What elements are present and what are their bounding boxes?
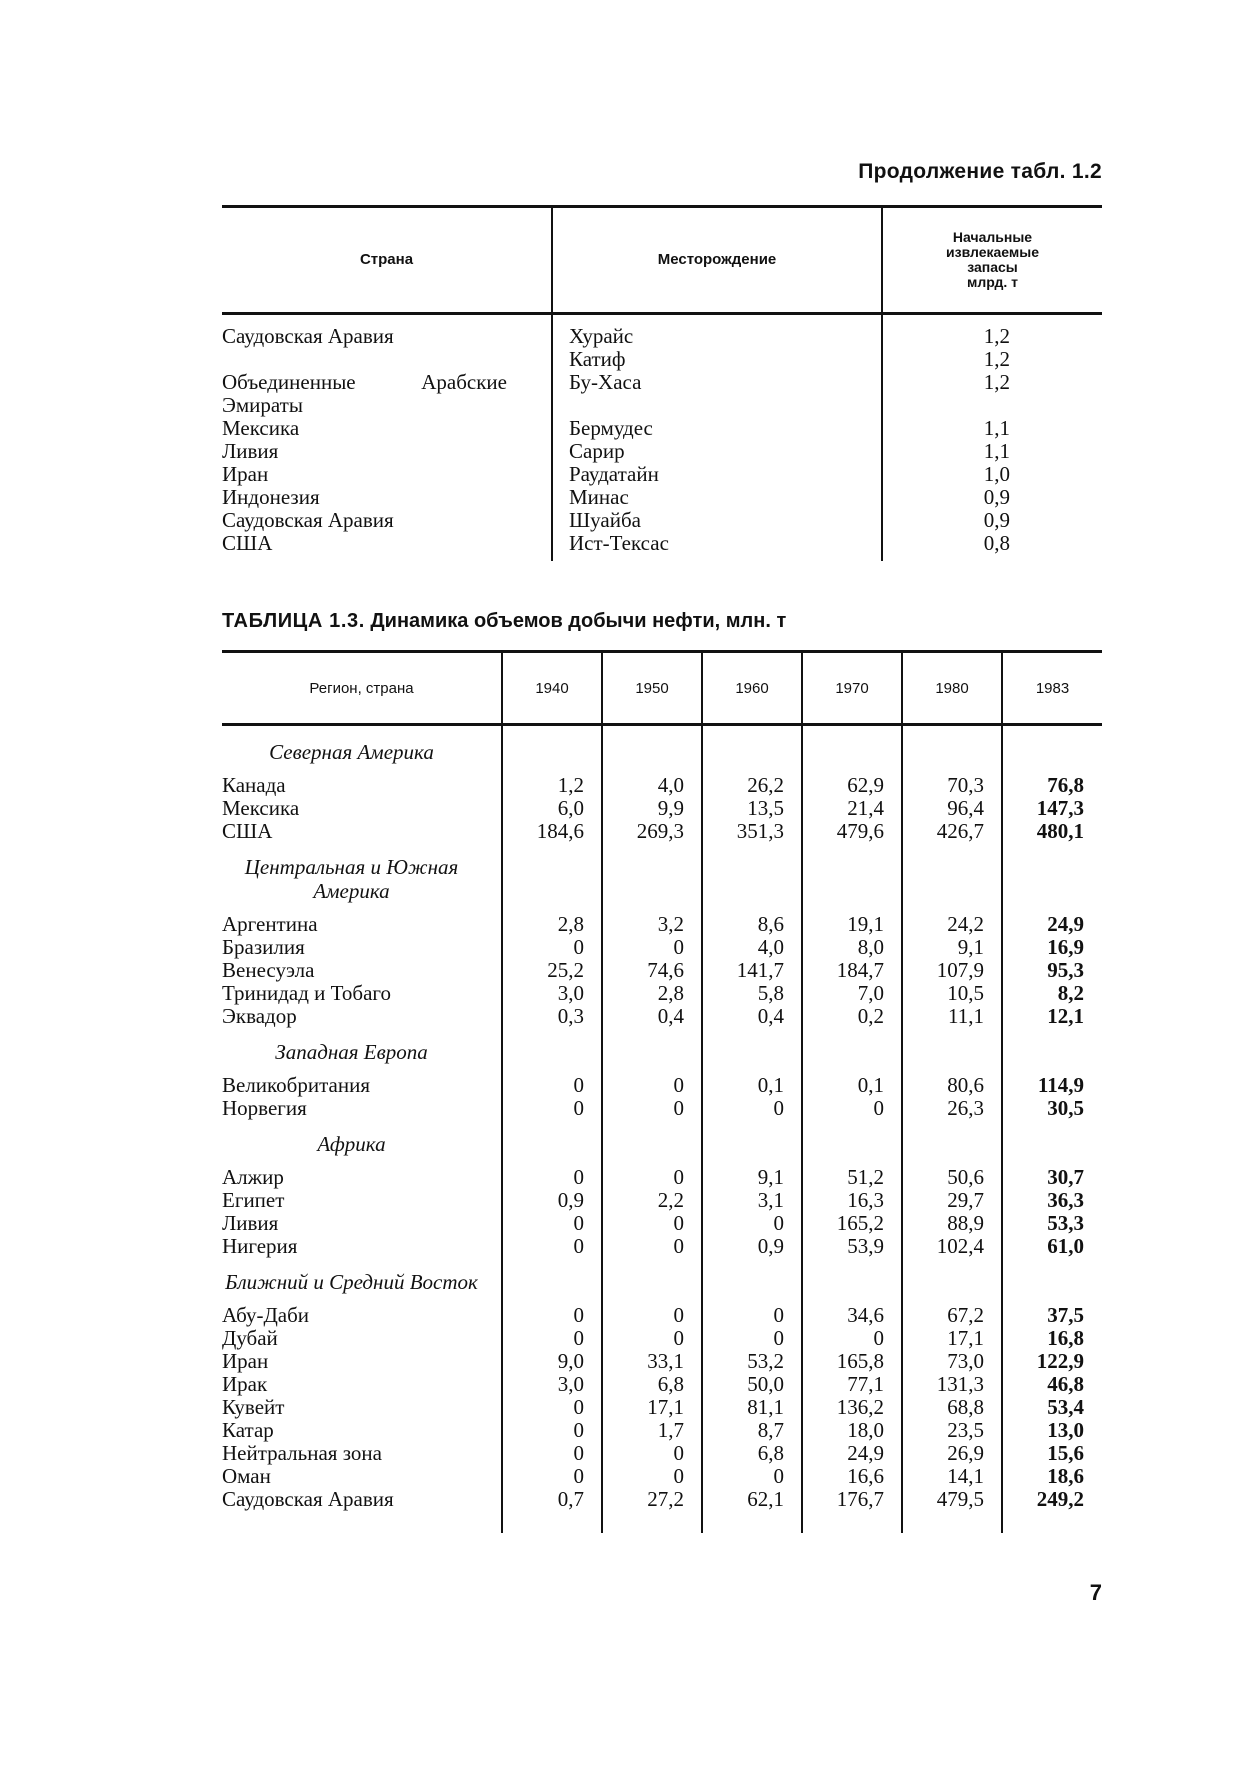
value-cell: 0 [502,1097,602,1120]
country-cell: США [222,819,273,843]
empty-cell [902,843,1002,913]
value-cell: 5,8 [702,982,802,1005]
table-row [222,371,1102,394]
table-label: ТАБЛИЦА 1.3. [222,610,365,632]
region-group-label: Северная Америка [269,740,434,764]
empty-cell [702,843,802,913]
value-cell: 27,2 [602,1488,702,1533]
country-cell: Нейтральная зона [222,1441,382,1465]
country-cell: Иран [222,1349,269,1373]
value-cell: 16,3 [802,1189,902,1212]
value-cell: 0 [702,1212,802,1235]
value-cell: 165,2 [802,1212,902,1235]
country-cell: Эмираты [222,393,303,417]
value-cell: 8,2 [1002,982,1102,1005]
value-cell: 7,0 [802,982,902,1005]
value-cell: 184,6 [502,820,602,843]
production-table-body [222,725,1102,1534]
header-year: 1960 [702,652,802,725]
table-row [222,486,1102,509]
value-cell: 3,0 [502,982,602,1005]
value-cell: 0 [502,1074,602,1097]
empty-cell [702,1258,802,1304]
value-cell: 3,2 [602,913,702,936]
value-cell: 62,1 [702,1488,802,1533]
reserves-cell: 1,1 [882,440,1102,463]
country-cell: Саудовская Аравия [222,1487,394,1511]
country-word: Арабские [421,370,507,394]
table-row [222,982,1102,1005]
value-cell: 6,0 [502,797,602,820]
table-row [222,1396,1102,1419]
value-cell: 479,5 [902,1488,1002,1533]
country-cell: Иран [222,462,269,486]
value-cell: 176,7 [802,1488,902,1533]
value-cell: 0,9 [502,1189,602,1212]
empty-cell [1002,843,1102,913]
value-cell: 0 [702,1097,802,1120]
header-reserves-line: млрд. т [967,274,1018,290]
field-cell: Хурайс [552,314,882,349]
header-field: Месторождение [552,207,882,314]
value-cell: 13,5 [702,797,802,820]
value-cell: 36,3 [1002,1189,1102,1212]
value-cell: 0 [502,1419,602,1442]
value-cell: 12,1 [1002,1005,1102,1028]
value-cell: 9,0 [502,1350,602,1373]
value-cell: 24,9 [802,1442,902,1465]
table-row [222,1304,1102,1327]
value-cell: 0 [602,1097,702,1120]
value-cell: 0,9 [702,1235,802,1258]
value-cell: 3,1 [702,1189,802,1212]
value-cell: 0 [602,1442,702,1465]
empty-cell [502,725,602,775]
reserves-cell: 1,0 [882,463,1102,486]
country-cell: Ливия [222,439,279,463]
value-cell: 21,4 [802,797,902,820]
value-cell: 0,7 [502,1488,602,1533]
header-year: 1940 [502,652,602,725]
table-row [222,936,1102,959]
value-cell: 1,7 [602,1419,702,1442]
reserves-cell: 0,8 [882,532,1102,561]
value-cell: 33,1 [602,1350,702,1373]
value-cell: 0 [602,1212,702,1235]
empty-cell [702,725,802,775]
value-cell: 95,3 [1002,959,1102,982]
field-cell [552,394,882,417]
value-cell: 53,4 [1002,1396,1102,1419]
table-row [222,1373,1102,1396]
table-row [222,394,1102,417]
region-group-label: Ближний и Средний Восток [225,1270,478,1294]
value-cell: 165,8 [802,1350,902,1373]
value-cell: 0 [602,1327,702,1350]
value-cell: 80,6 [902,1074,1002,1097]
value-cell: 0 [802,1097,902,1120]
table-row [222,1074,1102,1097]
empty-cell [802,1120,902,1166]
value-cell: 96,4 [902,797,1002,820]
value-cell: 76,8 [1002,774,1102,797]
value-cell: 62,9 [802,774,902,797]
value-cell: 81,1 [702,1396,802,1419]
value-cell: 9,1 [902,936,1002,959]
field-cell: Раудатайн [552,463,882,486]
country-cell: Бразилия [222,935,305,959]
value-cell: 107,9 [902,959,1002,982]
value-cell: 16,9 [1002,936,1102,959]
empty-cell [1002,1120,1102,1166]
value-cell: 122,9 [1002,1350,1102,1373]
value-cell: 15,6 [1002,1442,1102,1465]
reserves-cell [882,394,1102,417]
country-cell: Великобритания [222,1073,370,1097]
value-cell: 0 [502,1235,602,1258]
value-cell: 480,1 [1002,820,1102,843]
value-cell: 0 [502,1396,602,1419]
value-cell: 0,4 [602,1005,702,1028]
value-cell: 0 [802,1327,902,1350]
value-cell: 0 [502,1166,602,1189]
value-cell: 114,9 [1002,1074,1102,1097]
table-row [222,820,1102,843]
value-cell: 24,2 [902,913,1002,936]
empty-cell [802,1028,902,1074]
value-cell: 1,2 [502,774,602,797]
empty-cell [602,1258,702,1304]
table-row [222,1235,1102,1258]
value-cell: 0 [502,936,602,959]
value-cell: 37,5 [1002,1304,1102,1327]
table-row [222,1212,1102,1235]
value-cell: 351,3 [702,820,802,843]
field-cell: Ист-Тексас [552,532,882,561]
value-cell: 0 [602,936,702,959]
country-name-split [222,371,543,394]
table-row [222,440,1102,463]
value-cell: 50,0 [702,1373,802,1396]
reserves-cell: 1,2 [882,371,1102,394]
value-cell: 68,8 [902,1396,1002,1419]
value-cell: 0,4 [702,1005,802,1028]
value-cell: 14,1 [902,1465,1002,1488]
value-cell: 184,7 [802,959,902,982]
country-cell: Эквадор [222,1004,297,1028]
value-cell: 67,2 [902,1304,1002,1327]
group-row [222,1120,1102,1166]
value-cell: 53,3 [1002,1212,1102,1235]
value-cell: 88,9 [902,1212,1002,1235]
empty-cell [902,1120,1002,1166]
reserves-cell: 0,9 [882,509,1102,532]
empty-cell [502,1120,602,1166]
country-cell: Тринидад и Тобаго [222,981,392,1005]
empty-cell [902,1028,1002,1074]
value-cell: 23,5 [902,1419,1002,1442]
value-cell: 73,0 [902,1350,1002,1373]
country-cell: Абу-Даби [222,1303,310,1327]
value-cell: 74,6 [602,959,702,982]
header-country: Страна [222,207,552,314]
country-cell [222,348,552,371]
value-cell: 249,2 [1002,1488,1102,1533]
country-cell: Норвегия [222,1096,307,1120]
header-reserves-line: Начальные [952,229,1033,245]
empty-cell [502,1258,602,1304]
continuation-caption: Продолжение табл. 1.2 [858,160,1102,183]
table-row [222,1005,1102,1028]
table-row [222,314,1102,349]
value-cell: 18,0 [802,1419,902,1442]
value-cell: 0 [702,1327,802,1350]
value-cell: 0 [702,1465,802,1488]
table-row [222,913,1102,936]
country-cell: Ливия [222,1211,279,1235]
value-cell: 61,0 [1002,1235,1102,1258]
value-cell: 0,3 [502,1005,602,1028]
value-cell: 18,6 [1002,1465,1102,1488]
country-cell: Алжир [222,1165,284,1189]
value-cell: 8,6 [702,913,802,936]
value-cell: 17,1 [902,1327,1002,1350]
empty-cell [602,1120,702,1166]
value-cell: 0 [502,1442,602,1465]
value-cell: 34,6 [802,1304,902,1327]
country-cell: Ирак [222,1372,268,1396]
table-row [222,532,1102,561]
value-cell: 26,9 [902,1442,1002,1465]
group-row [222,1258,1102,1304]
field-cell: Шуайба [552,509,882,532]
value-cell: 10,5 [902,982,1002,1005]
header-reserves-line: запасы [967,259,1018,275]
value-cell: 0 [502,1212,602,1235]
table-row [222,797,1102,820]
empty-cell [702,1120,802,1166]
value-cell: 77,1 [802,1373,902,1396]
table-row [222,1350,1102,1373]
value-cell: 0,2 [802,1005,902,1028]
value-cell: 24,9 [1002,913,1102,936]
field-cell: Бу-Хаса [552,371,882,394]
table-caption [222,610,1102,633]
table-row [222,1442,1102,1465]
table-row [222,774,1102,797]
value-cell: 426,7 [902,820,1002,843]
reserves-cell: 1,2 [882,314,1102,349]
value-cell: 8,7 [702,1419,802,1442]
value-cell: 46,8 [1002,1373,1102,1396]
country-cell: Саудовская Аравия [222,508,394,532]
value-cell: 6,8 [702,1442,802,1465]
country-cell: Венесуэла [222,958,315,982]
value-cell: 70,3 [902,774,1002,797]
empty-cell [602,725,702,775]
value-cell: 0 [602,1235,702,1258]
header-reserves-line: извлекаемые [946,244,1039,260]
reserves-table [222,205,1102,561]
value-cell: 0 [502,1327,602,1350]
value-cell: 102,4 [902,1235,1002,1258]
value-cell: 51,2 [802,1166,902,1189]
value-cell: 0 [502,1465,602,1488]
region-group-label: Западная Европа [275,1040,428,1064]
table-row [222,1327,1102,1350]
value-cell: 0 [502,1304,602,1327]
value-cell: 0 [602,1074,702,1097]
country-cell: Кувейт [222,1395,285,1419]
value-cell: 30,7 [1002,1166,1102,1189]
empty-cell [602,843,702,913]
country-cell: Дубай [222,1326,278,1350]
empty-cell [802,725,902,775]
value-cell: 0 [602,1465,702,1488]
value-cell: 50,6 [902,1166,1002,1189]
header-year: 1950 [602,652,702,725]
table-row [222,959,1102,982]
reserves-cell: 1,1 [882,417,1102,440]
empty-cell [702,1028,802,1074]
empty-cell [502,1028,602,1074]
value-cell: 131,3 [902,1373,1002,1396]
value-cell: 26,3 [902,1097,1002,1120]
country-cell: Оман [222,1464,271,1488]
production-table [222,650,1102,1533]
table-title: Динамика объемов добычи нефти, млн. т [370,610,787,632]
value-cell: 4,0 [702,936,802,959]
empty-cell [1002,1028,1102,1074]
table-row [222,463,1102,486]
field-cell: Бермудес [552,417,882,440]
country-cell: Мексика [222,796,300,820]
country-cell: Мексика [222,416,300,440]
value-cell: 136,2 [802,1396,902,1419]
country-cell: Аргентина [222,912,318,936]
field-cell: Сарир [552,440,882,463]
value-cell: 0 [702,1304,802,1327]
table-row [222,509,1102,532]
table-row [222,1189,1102,1212]
empty-cell [902,725,1002,775]
group-row [222,843,1102,913]
empty-cell [502,843,602,913]
value-cell: 0,1 [702,1074,802,1097]
country-cell: США [222,531,273,555]
country-cell: Индонезия [222,485,320,509]
empty-cell [602,1028,702,1074]
value-cell: 6,8 [602,1373,702,1396]
value-cell: 0 [602,1166,702,1189]
country-cell: Катар [222,1418,274,1442]
reserves-cell: 1,2 [882,348,1102,371]
value-cell: 53,2 [702,1350,802,1373]
country-cell: Канада [222,773,286,797]
value-cell: 8,0 [802,936,902,959]
reserves-cell: 0,9 [882,486,1102,509]
value-cell: 479,6 [802,820,902,843]
value-cell: 53,9 [802,1235,902,1258]
table-row [222,1097,1102,1120]
region-group-label: Центральная и Южная Америка [244,855,459,903]
region-group-label: Африка [317,1132,386,1156]
value-cell: 16,6 [802,1465,902,1488]
value-cell: 3,0 [502,1373,602,1396]
empty-cell [902,1258,1002,1304]
value-cell: 2,8 [502,913,602,936]
table-row [222,417,1102,440]
header-reserves [882,207,1102,314]
country-word: Объединенные [222,370,356,394]
value-cell: 11,1 [902,1005,1002,1028]
value-cell: 0 [602,1304,702,1327]
header-year: 1983 [1002,652,1102,725]
value-cell: 9,9 [602,797,702,820]
value-cell: 269,3 [602,820,702,843]
value-cell: 0,1 [802,1074,902,1097]
value-cell: 16,8 [1002,1327,1102,1350]
country-cell: Саудовская Аравия [222,324,394,348]
value-cell: 9,1 [702,1166,802,1189]
table-row [222,1465,1102,1488]
group-row [222,725,1102,775]
page-number: 7 [1089,1580,1102,1605]
value-cell: 19,1 [802,913,902,936]
value-cell: 13,0 [1002,1419,1102,1442]
value-cell: 4,0 [602,774,702,797]
empty-cell [1002,1258,1102,1304]
value-cell: 17,1 [602,1396,702,1419]
value-cell: 30,5 [1002,1097,1102,1120]
empty-cell [802,843,902,913]
field-cell: Минас [552,486,882,509]
value-cell: 29,7 [902,1189,1002,1212]
value-cell: 25,2 [502,959,602,982]
country-cell: Нигерия [222,1234,298,1258]
value-cell: 26,2 [702,774,802,797]
header-year: 1970 [802,652,902,725]
country-cell [222,371,552,394]
value-cell: 2,8 [602,982,702,1005]
table-row [222,348,1102,371]
country-cell: Египет [222,1188,285,1212]
empty-cell [1002,725,1102,775]
table-row [222,1488,1102,1533]
value-cell: 147,3 [1002,797,1102,820]
header-region: Регион, страна [222,652,502,725]
table-row [222,1419,1102,1442]
field-cell: Катиф [552,348,882,371]
header-year: 1980 [902,652,1002,725]
table-row [222,1166,1102,1189]
value-cell: 141,7 [702,959,802,982]
group-row [222,1028,1102,1074]
empty-cell [802,1258,902,1304]
value-cell: 2,2 [602,1189,702,1212]
